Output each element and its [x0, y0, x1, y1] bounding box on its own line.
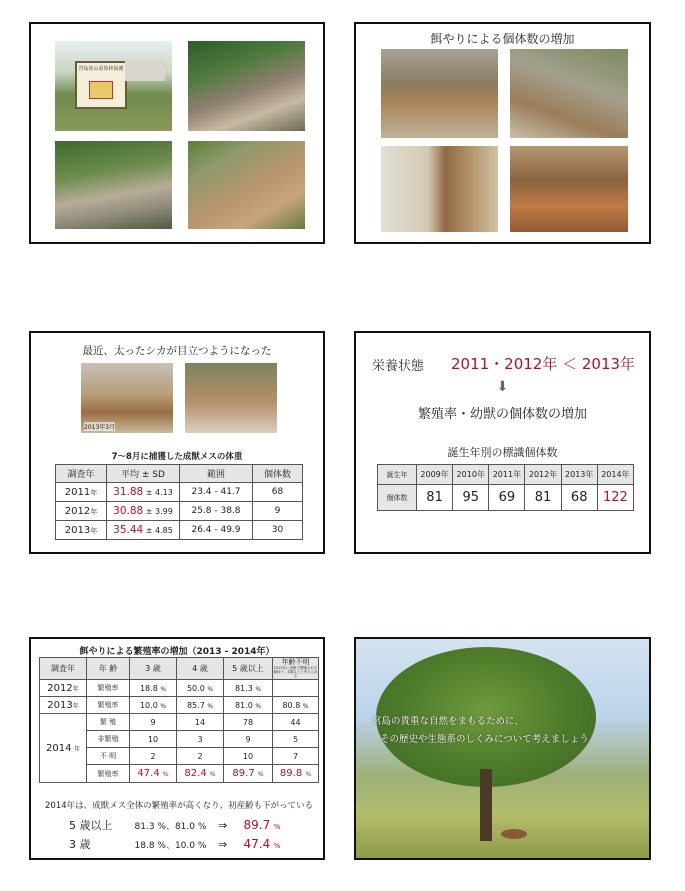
photo-stream-rocks: [188, 41, 305, 131]
year-cell: 2011年: [489, 465, 525, 485]
count-cell: 69: [489, 485, 525, 511]
mean-cell: 30.88 ± 3.99: [107, 502, 180, 521]
photo-deer-eating: [510, 146, 628, 232]
slide-conservation: [354, 637, 651, 860]
year-comparison: 2011・2012年 ＜ 2013年: [451, 355, 636, 373]
label-cell: 繁 殖: [87, 714, 130, 731]
col-year: 調査年: [40, 658, 87, 680]
value-cell: 82.4 %: [177, 765, 224, 783]
count-cell: 122: [597, 485, 633, 511]
slide-nutrition: [354, 331, 651, 554]
signboard: [75, 61, 127, 109]
caption-line-2: その歴史や生態系のしくみについて考えましょう: [380, 734, 589, 745]
year-cell: 2013年: [561, 465, 597, 485]
table-row: [56, 521, 303, 540]
breeding-table: [39, 657, 319, 783]
value-cell: 47.4 %: [130, 765, 177, 783]
summary-line-3: 3 歳 18.8 %、10.0 % ⇒ 47.4 %: [69, 837, 281, 851]
value-cell: 2: [177, 748, 224, 765]
value-cell: 14: [177, 714, 224, 731]
value-cell: 10.0 %: [130, 697, 177, 714]
year-cell: 2010年: [453, 465, 489, 485]
mean-cell: 35.44 ± 4.85: [107, 521, 180, 540]
count-cell: 81: [417, 485, 453, 511]
range-cell: 26.4 - 49.9: [180, 521, 253, 540]
arrow-icon: ⇒: [218, 819, 228, 832]
value-cell: 5: [273, 731, 319, 748]
signboard-text: 宮島弥山原始林保護: [78, 66, 124, 72]
photo-deer-antlers: [381, 146, 498, 232]
value-cell: 81.0 %: [224, 697, 273, 714]
summary-text: 2014年は、成獣メス全体の繁殖率が高くなり、初産齢も下がっている: [45, 801, 314, 811]
photo-landslide: [188, 141, 305, 229]
table-header-row: [56, 465, 303, 483]
slide-fat-deer: [29, 331, 325, 554]
weight-table: [55, 464, 303, 540]
unknown-note: 2013年に成獣で標識された個体で、4歳以上と考えられる: [273, 666, 318, 678]
value-cell: 7: [273, 748, 319, 765]
col-age-5plus: 5 歳以上: [224, 658, 273, 680]
building: [125, 59, 165, 81]
photo-stream-valley: [55, 141, 172, 229]
year-cell: 2009年: [417, 465, 453, 485]
photo-fat-deer-back: [185, 363, 277, 433]
arrow-icon: ⇒: [218, 838, 228, 851]
value-cell: 78: [224, 714, 273, 731]
slide-title: 餌やりによる繁殖率の増加（2013 - 2014年）: [79, 647, 275, 657]
value-cell: 81.3 %: [224, 680, 273, 697]
table-row: [56, 502, 303, 521]
col-age-unknown: 年齢不明 2013年に成獣で標識された個体で、4歳以上と考えられる: [273, 658, 318, 678]
table-header-row: [378, 465, 634, 485]
count-header: 個体数: [378, 485, 417, 511]
count-cell: 95: [453, 485, 489, 511]
label-cell: 繁殖率: [87, 680, 130, 697]
slide-title: 最近、太ったシカが目立つようになった: [82, 345, 272, 357]
label-cell: 繁殖率: [87, 697, 130, 714]
value-cell: 18.8 %: [130, 680, 177, 697]
col-age: 年 齢: [87, 658, 130, 680]
slide-title: 餌やりによる個体数の増加: [430, 32, 575, 46]
nutrition-label: 栄養状態: [372, 359, 425, 374]
table-header-row: [40, 658, 319, 680]
photo-deer-steps: [510, 49, 628, 138]
value-cell: 50.0 %: [177, 680, 224, 697]
year-cell: 2014 年: [40, 714, 87, 783]
count-cell: 81: [525, 485, 561, 511]
table-row: [40, 697, 319, 714]
value-cell: 2: [130, 748, 177, 765]
deer-under-tree: [501, 829, 527, 839]
col-range: 範囲: [180, 465, 253, 483]
signboard-map: [89, 81, 113, 99]
value-cell: 44: [273, 714, 319, 731]
year-cell: 2013年: [40, 697, 87, 714]
photo-fat-deer-side: [81, 363, 173, 433]
result-text: 繁殖率・幼獣の個体数の増加: [417, 407, 587, 422]
col-count: 個体数: [253, 465, 303, 483]
summary-line-5plus: 5 歳以上 81.3 %、81.0 % ⇒ 89.7 %: [69, 818, 281, 832]
year-cell: 2014年: [597, 465, 633, 485]
down-arrow-icon: ⬇: [496, 379, 509, 395]
slide-forest-photos: [29, 22, 325, 244]
value-cell: 89.7 %: [224, 765, 273, 783]
table-row: [56, 483, 303, 502]
slide-breeding-rate: [29, 637, 325, 860]
count-cell: 68: [561, 485, 597, 511]
value-cell: 9: [224, 731, 273, 748]
value-cell: 10: [130, 731, 177, 748]
table-title: 誕生年別の標識個体数: [447, 446, 558, 459]
label-cell: 繁殖率: [87, 765, 130, 783]
count-cell: 30: [253, 521, 303, 540]
photo-caption: 2013年3月: [84, 424, 116, 431]
birth-year-table: [377, 464, 634, 511]
range-cell: 23.4 - 41.7: [180, 483, 253, 502]
count-cell: 68: [253, 483, 303, 502]
tree-trunk: [480, 769, 492, 841]
value-cell: 9: [130, 714, 177, 731]
year-cell: 2012年: [40, 680, 87, 697]
year-cell: 2012年: [56, 502, 107, 521]
table-row: [40, 714, 319, 731]
value-cell: 85.7 %: [177, 697, 224, 714]
col-age-4: 4 歳: [177, 658, 224, 680]
col-year: 調査年: [56, 465, 107, 483]
value-cell: 10: [224, 748, 273, 765]
mean-cell: 31.88 ± 4.13: [107, 483, 180, 502]
year-cell: 2013年: [56, 521, 107, 540]
value-cell: 89.8 %: [273, 765, 319, 783]
label-cell: 不 明: [87, 748, 130, 765]
value-cell: [273, 680, 319, 697]
photo-deer-people: [381, 49, 498, 138]
label-cell: 非繁殖: [87, 731, 130, 748]
table-row: [40, 680, 319, 697]
table-row: [378, 485, 634, 511]
count-cell: 9: [253, 502, 303, 521]
photo-signboard: [55, 41, 172, 131]
col-age-3: 3 歳: [130, 658, 177, 680]
year-cell: 2012年: [525, 465, 561, 485]
range-cell: 25.8 - 38.8: [180, 502, 253, 521]
col-mean: 平均 ± SD: [107, 465, 180, 483]
birth-year-header: 誕生年: [378, 465, 417, 485]
year-cell: 2011年: [56, 483, 107, 502]
table-title: 7～8月に捕獲した成獣メスの体重: [111, 452, 243, 462]
value-cell: 80.8 %: [273, 697, 319, 714]
slide-feeding-deer: [354, 22, 651, 244]
caption-line-1: 宮島の貴重な自然をまもるために、: [372, 716, 525, 727]
value-cell: 3: [177, 731, 224, 748]
